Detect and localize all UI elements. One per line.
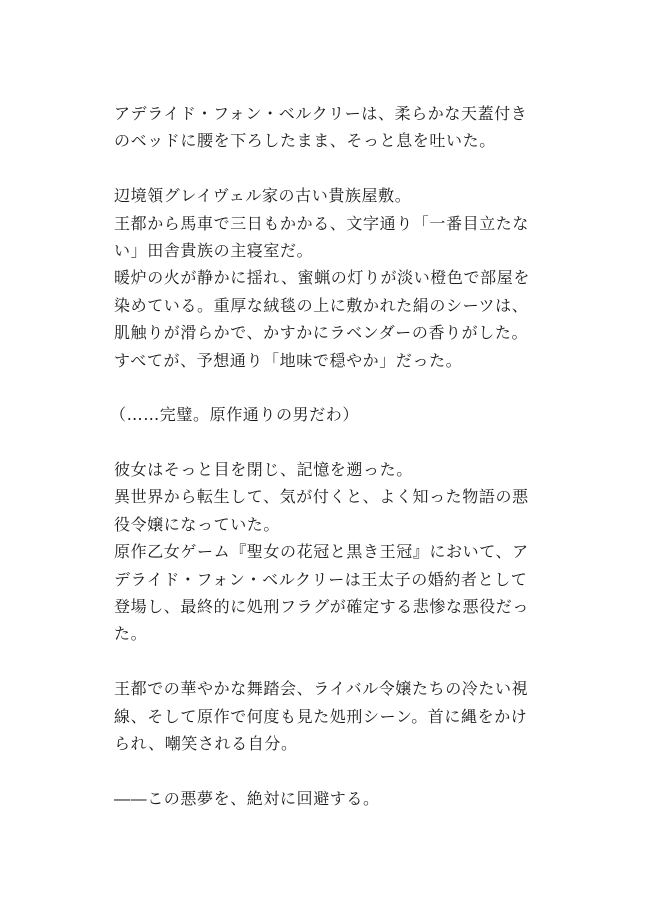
text-line: 肌触りが滑らかで、かすかにラベンダーの香りがした。 [114, 323, 529, 343]
text-line: た。 [114, 624, 148, 644]
text-line: のベッドに腰を下ろしたまま、そっと息を吐いた。 [114, 131, 496, 151]
story-text [110, 100, 554, 812]
paragraph-1 [114, 100, 554, 155]
text-line: 役令嬢になっていた。 [114, 514, 281, 534]
paragraph-2 [114, 182, 554, 374]
text-line: 線、そして原作で何度も見た処刑シーン。首に縄をかけ [114, 706, 528, 726]
text-line: 王都での華やかな舞踏会、ライバル令嬢たちの冷たい視 [114, 679, 529, 699]
paragraph-gap [114, 757, 554, 784]
text-line: ――この悪夢を、絶対に回避する。 [114, 788, 380, 808]
paragraph-5 [114, 675, 554, 757]
text-line: 彼女はそっと目を閉じ、記憶を遡った。 [114, 460, 413, 480]
text-line: 王都から馬車で三日もかかる、文字通り「一番目立たな [114, 213, 530, 233]
text-line: すべてが、予想通り「地味で穏やか」だった。 [114, 350, 463, 370]
text-line: 染めている。重厚な絨毯の上に敷かれた絹のシーツは、 [114, 295, 529, 315]
text-line: 原作乙女ゲーム『聖女の花冠と黒き王冠』において、ア [114, 542, 529, 562]
paragraph-gap [114, 155, 554, 182]
text-line: （……完璧。原作通りの男だわ） [110, 405, 360, 425]
paragraph-gap [114, 374, 554, 401]
text-line: アデライド・フォン・ベルクリーは、柔らかな天蓋付き [114, 104, 528, 123]
paragraph-gap [114, 648, 554, 675]
paragraph-gap [114, 429, 554, 456]
text-line: い」田舎貴族の主寝室だ。 [114, 240, 314, 260]
text-line: 異世界から転生して、気が付くと、よく知った物語の悪 [114, 487, 529, 507]
paragraph-6 [114, 785, 554, 812]
text-line: られ、嘲笑される自分。 [114, 733, 298, 753]
text-line: 暖炉の火が静かに揺れ、蜜蝋の灯りが淡い橙色で部屋を [114, 268, 530, 288]
text-line: 辺境領グレイヴェル家の古い貴族屋敷。 [114, 186, 412, 206]
paragraph-3-inner-thought [110, 401, 554, 428]
text-line: 登場し、最終的に処刑フラグが確定する悲惨な悪役だっ [114, 597, 530, 617]
text-line: デライド・フォン・ベルクリーは王太子の婚約者として [114, 569, 528, 589]
paragraph-4 [114, 456, 554, 648]
